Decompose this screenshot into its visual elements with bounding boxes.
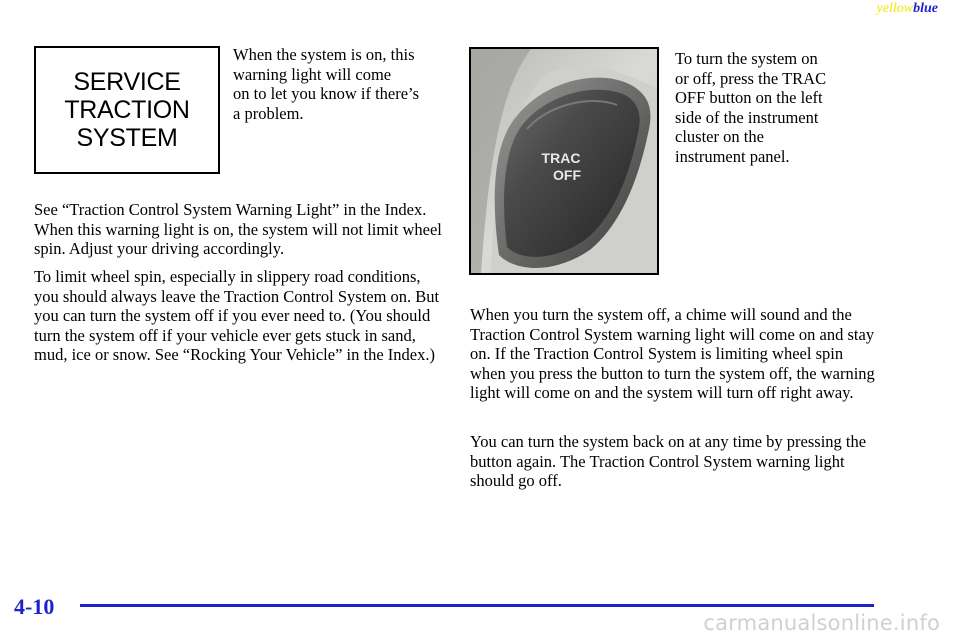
site-watermark: carmanualsonline.info: [703, 611, 940, 635]
header-color-tags: [877, 1, 938, 17]
page-number: 4-10: [14, 594, 55, 619]
turn-system-on-off-paragraph: To turn the system on or off, press the TRAC OFF button on the left side of the instrument cluster on the instrument panel.: [675, 49, 827, 166]
off-label: OFF: [553, 167, 581, 183]
see-index-paragraph: See “Traction Control System Warning Light” in the Index. When this warning light is on, the system will not limit wheel spin. Adjust your driving accordingly.: [34, 200, 442, 258]
footer-rule: [80, 604, 874, 607]
header-yellow-word: yellow: [876, 1, 914, 16]
service-traction-warning-light: [34, 46, 220, 174]
warning-light-description: When the system is on, this warning light will come on to let you know if there’s a problem.: [233, 45, 420, 123]
turn-back-on-paragraph: You can turn the system back on at any time by pressing the button again. The Traction Control System warning light should go off.: [470, 432, 867, 490]
trac-off-button-illustration: [471, 49, 657, 273]
header-blue-word: blue: [913, 1, 938, 16]
trac-label: TRAC: [541, 150, 581, 166]
chime-paragraph: When you turn the system off, a chime will sound and the Traction Control System warning light will come on and stay on. If the Traction Control System is limiting wheel spin when you press the button to turn the system off, the warning light will come on and the system will turn off right away.: [470, 305, 875, 402]
limit-wheel-spin-paragraph: To limit wheel spin, especially in slippery road conditions, you should always leave the Traction Control System on. But you can turn the system off if you ever need to. (You should turn the system off if your vehicle ever gets stuck in sand, mud, ice or snow. See “Rocking Your Vehicle” in the Index.): [34, 267, 440, 364]
warning-light-text: SERVICE TRACTION SYSTEM: [64, 68, 190, 152]
trac-off-button-photo: [469, 47, 659, 275]
